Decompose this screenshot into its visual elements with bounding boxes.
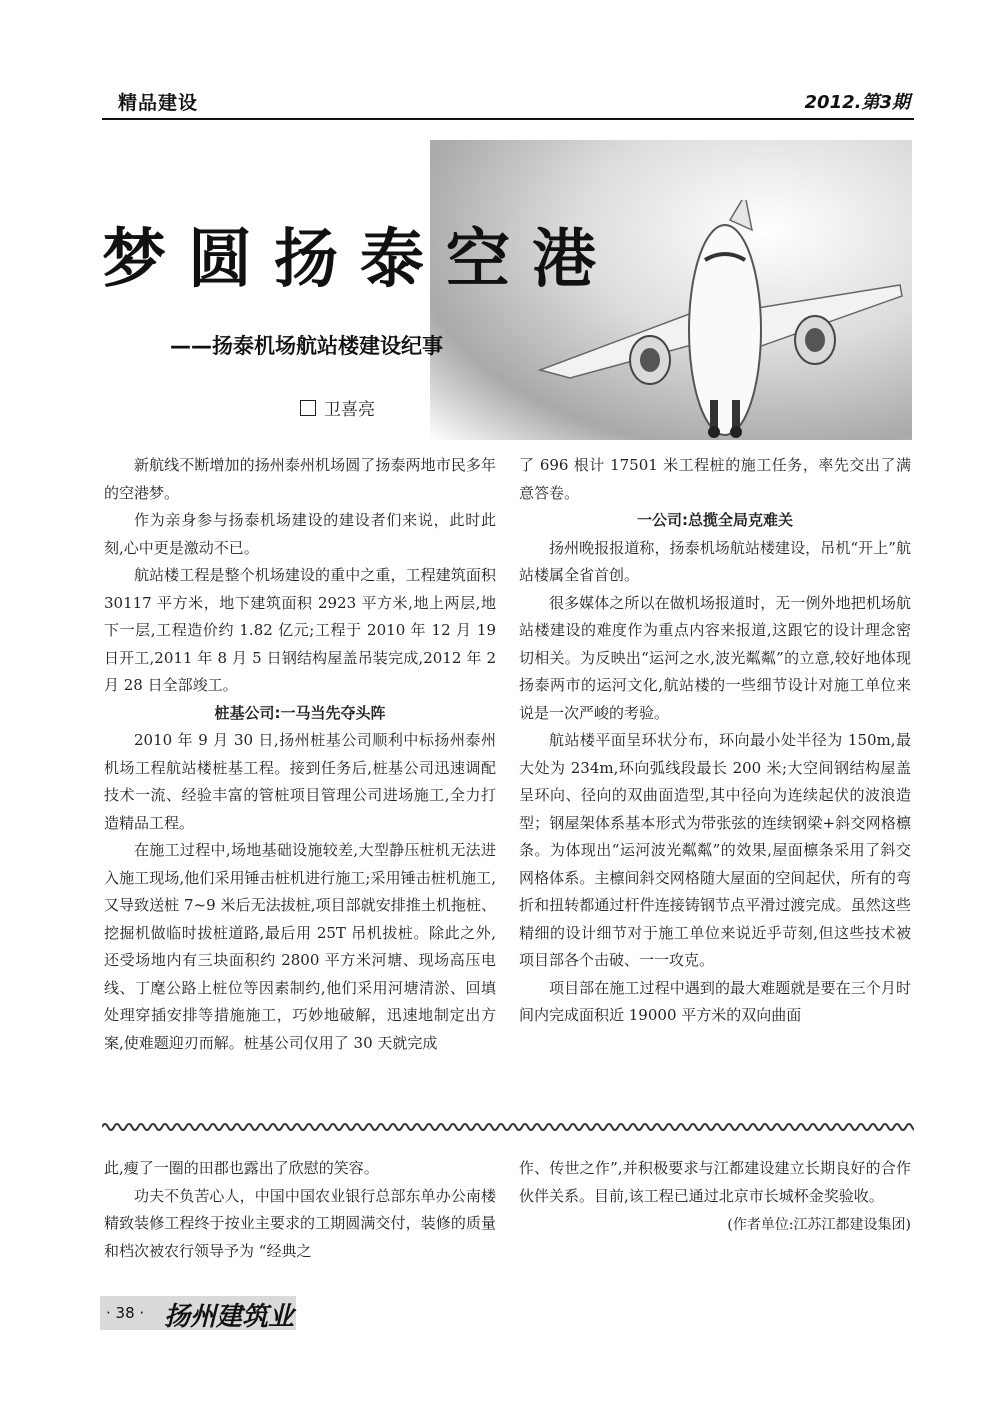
paragraph: 此,瘦了一圈的田郡也露出了欣慰的笑容。 bbox=[104, 1159, 379, 1177]
article-subtitle: ——扬泰机场航站楼建设纪事 bbox=[170, 334, 443, 358]
section-heading: 一公司:总揽全局克难关 bbox=[637, 511, 793, 529]
paragraph: 航站楼平面呈环状分布，环向最小处半径为 150m,最大处为 234m,环向弧线段最长 200 米;大空间钢结构屋盖呈环向、径向的双曲面造型,其中径向为连续起伏的波浪造型；钢屋架体系基本形式为带张弦的连续钢梁+斜交网格檩条。为体现出“运河波光粼粼”的效果,屋面檩条采用了斜交网格体系。主檩间斜交网格随大屋面的空间起伏，所有的弯折和扭转都通过杆件连接铸钢节点平滑过渡完成。虽然这些精细的设计细节对于施工单位来说近乎苛刻,但这些技术被项目部各个击破、一一攻克。 bbox=[519, 731, 911, 969]
section-label: 精品建设 bbox=[118, 92, 199, 114]
paragraph: 在施工过程中,场地基础设施较差,大型静压桩机无法进入施工现场,他们采用锤击桩机进行施工;采用锤击桩机施工,又导致送桩 7~9 米后无法拔桩,项目部就安排推土机拖桩、挖掘机做临时拔桩道路,最后用 25T 吊机拔桩。除此之外,还受场地内有三块面积约 2800 平方米河塘、现场高压电线、丁麾公路上桩位等因素制约,他们采用河塘清淤、回填处理穿插安排等措施施工，巧妙地破解，迅速地制定出方案,使难题迎刃而解。桩基公司仅用了 30 天就完成 bbox=[104, 841, 496, 1052]
paragraph: 了 696 根计 17501 米工程桩的施工任务，率先交出了满意答卷。 bbox=[519, 456, 911, 502]
article-author bbox=[300, 395, 375, 420]
paragraph: 2010 年 9 月 30 日,扬州桩基公司顺利中标扬州泰州机场工程航站楼桩基工程。接到任务后,桩基公司迅速调配技术一流、经验丰富的管桩项目管理公司进场施工,全力打造精品工程。 bbox=[104, 731, 496, 832]
author-name: 卫喜亮 bbox=[324, 400, 375, 420]
wavy-divider bbox=[102, 1117, 914, 1137]
page-number: · 38 · bbox=[106, 1304, 145, 1322]
author-box-icon bbox=[300, 400, 316, 416]
article-hero bbox=[100, 140, 912, 440]
paragraph: 功夫不负苦心人，中国中国农业银行总部东单办公南楼精致装修工程终于按业主要求的工期圆满交付，装修的质量和档次被农行领导予为 “经典之 bbox=[104, 1186, 496, 1260]
paragraph: 作、传世之作”,并积极要求与江都建设建立长期良好的合作伙伴关系。目前,该工程已通过北京市长城杯金奖验收。 bbox=[519, 1159, 911, 1205]
magazine-logo: 扬州建筑业 bbox=[164, 1302, 295, 1332]
column-1 bbox=[104, 452, 496, 1057]
column-4 bbox=[519, 1155, 911, 1240]
page-header bbox=[102, 88, 914, 120]
paragraph: 扬州晚报报道称，扬泰机场航站楼建设，吊机“开上”航站楼属全省首创。 bbox=[519, 538, 911, 584]
section-heading: 桩基公司:一马当先夺头阵 bbox=[214, 703, 386, 722]
column-2 bbox=[519, 452, 911, 1030]
column-3 bbox=[104, 1155, 496, 1265]
author-credit: (作者单位:江苏江都建设集团) bbox=[727, 1217, 911, 1233]
paragraph: 新航线不断增加的扬州泰州机场圆了扬泰两地市民多年的空港梦。 bbox=[104, 456, 496, 502]
paragraph: 作为亲身参与扬泰机场建设的建设者们来说，此时此刻,心中更是激动不已。 bbox=[104, 511, 496, 557]
article-title: 梦圆扬泰空港 bbox=[102, 223, 618, 297]
paragraph: 项目部在施工过程中遇到的最大难题就是要在三个月时间内完成面积近 19000 平方米的双向曲面 bbox=[519, 978, 911, 1024]
paragraph: 航站楼工程是整个机场建设的重中之重，工程建筑面积 30117 平方米，地下建筑面积 2923 平方米,地上两层,地下一层,工程造价约 1.82 亿元;工程于 2010 年 12 月 19 日开工,2011 年 8 月 5 日钢结构屋盖吊装完成,2012 年 2 月 28 日全部竣工。 bbox=[104, 566, 496, 694]
page-footer bbox=[100, 1296, 296, 1330]
paragraph: 很多媒体之所以在做机场报道时，无一例外地把机场航站楼建设的难度作为重点内容来报道,这跟它的设计理念密切相关。为反映出“运河之水,波光粼粼”的立意,较好地体现扬泰两市的运河文化,航站楼的一些细节设计对施工单位来说是一次严峻的考验。 bbox=[519, 593, 911, 722]
issue-label: 2012.第3期 bbox=[804, 92, 910, 113]
